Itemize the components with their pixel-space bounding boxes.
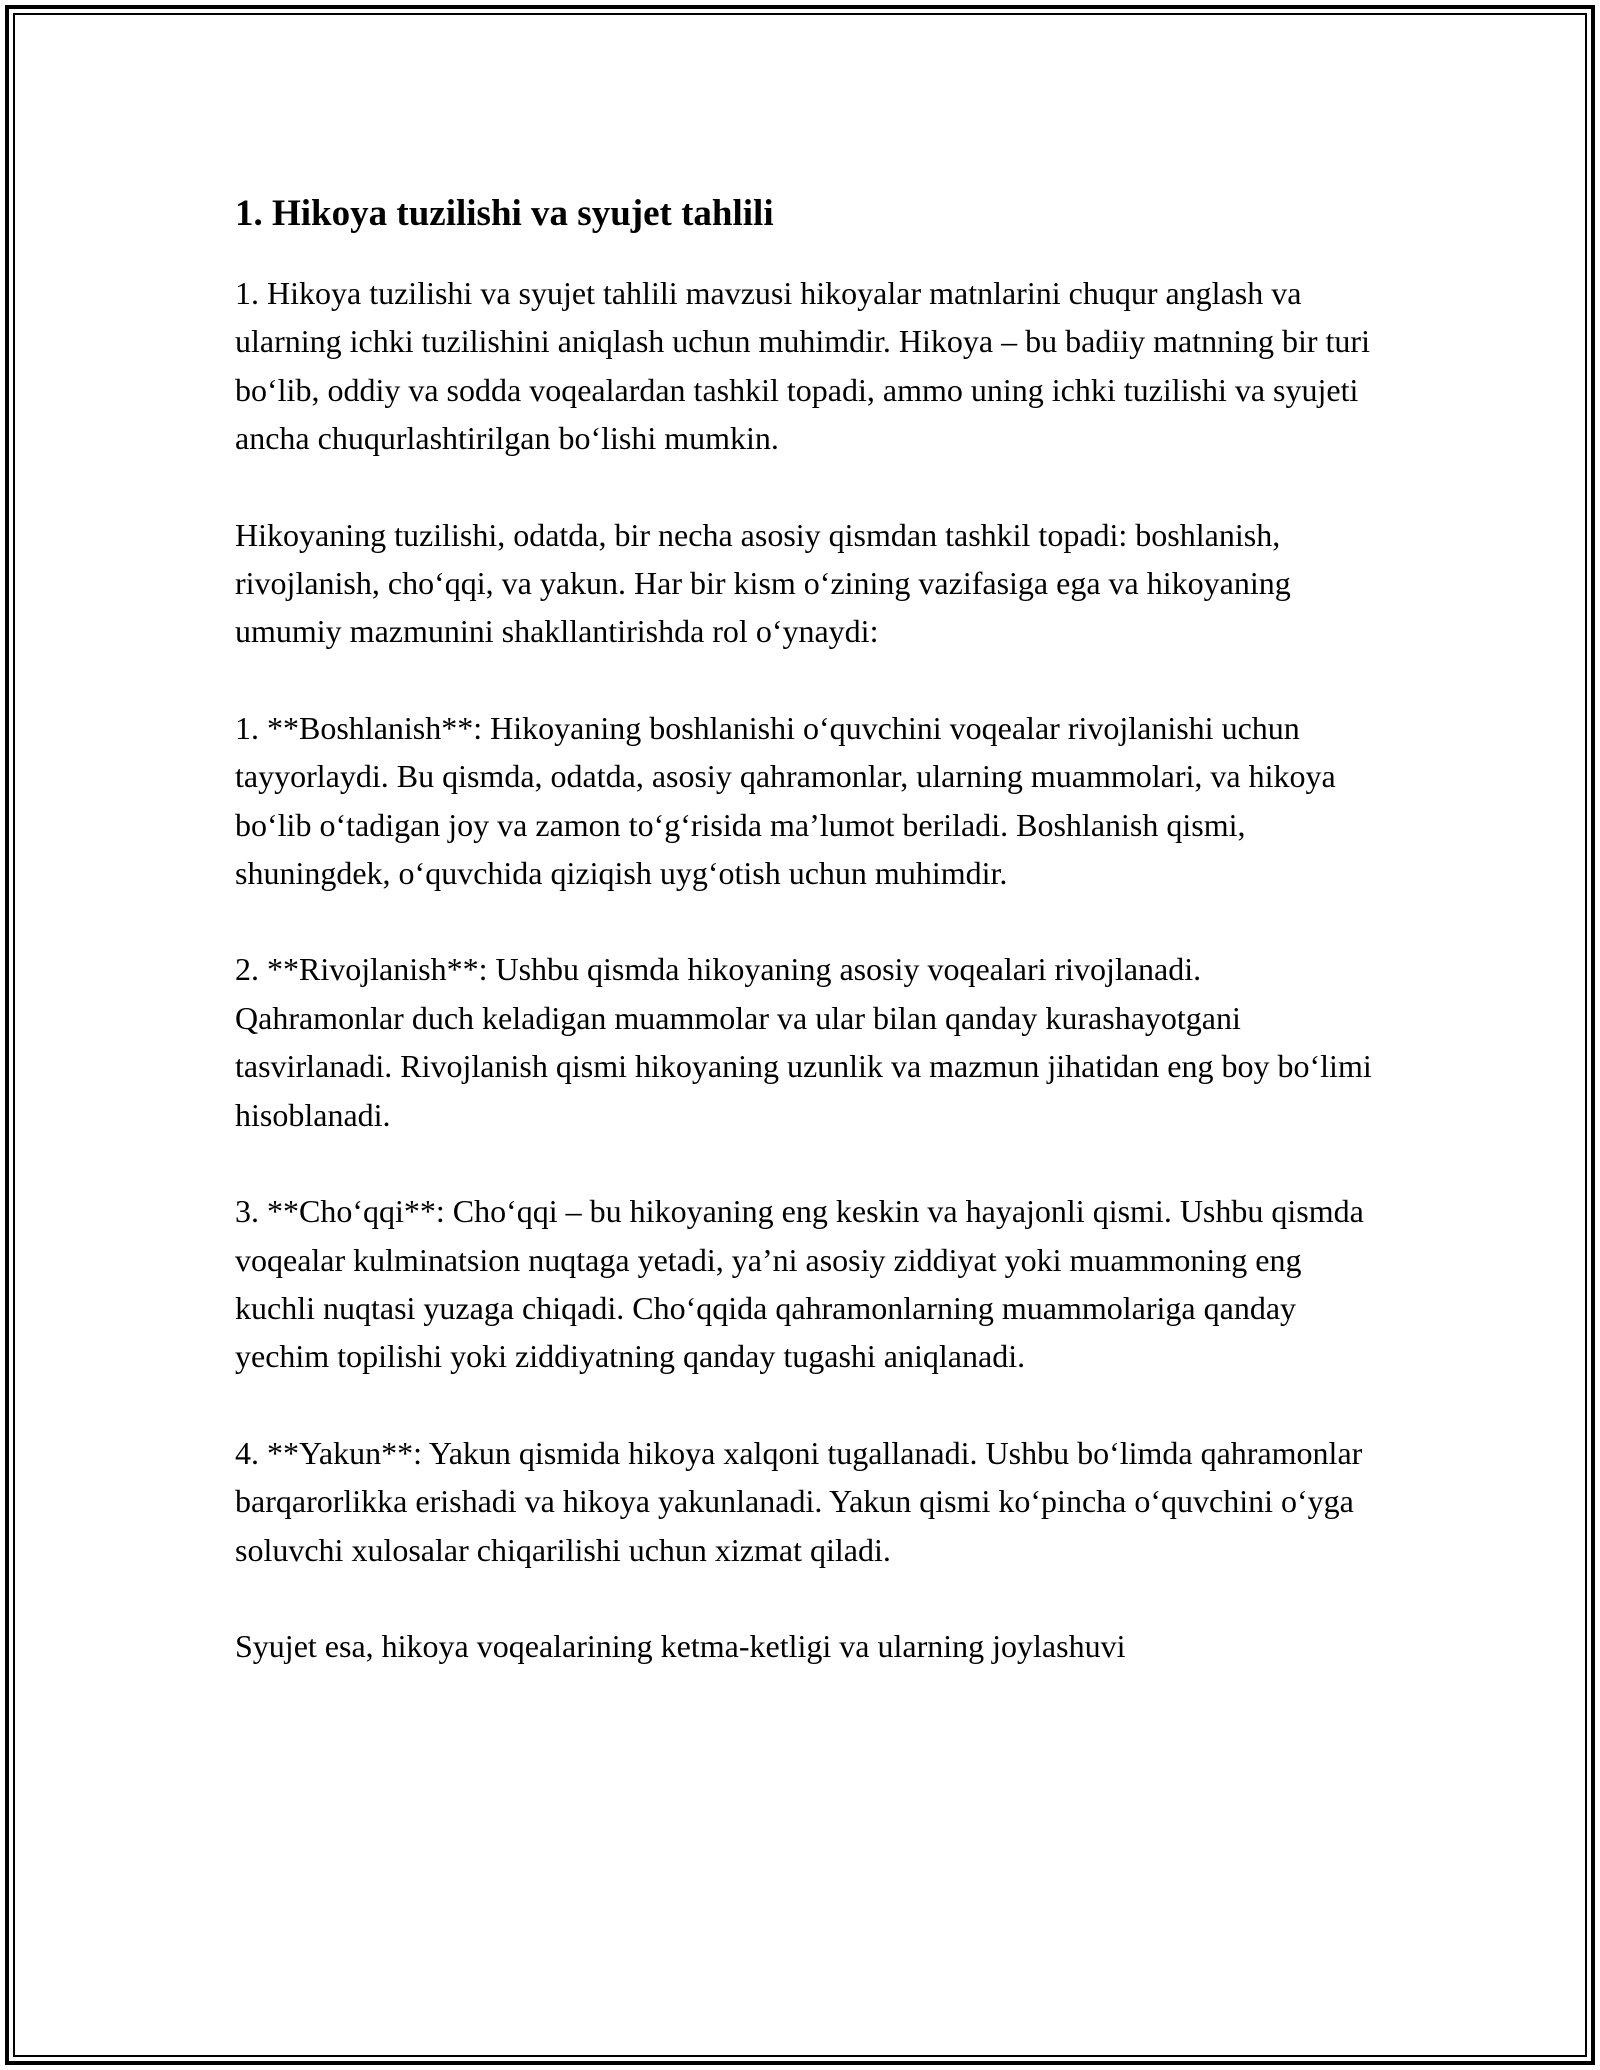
paragraph-boshlanish: 1. **Boshlanish**: Hikoyaning boshlanishi o‘quvchini voqealar rivojlanishi uchun tayyorlaydi. Bu qismda, odatda, asosiy qahramonlar, ularning muammolari, va hikoya bo‘lib o‘tadigan joy va zamon to‘g‘risida ma’lumot beriladi. Boshlanish qismi, shuningdek, o‘quvchida qiziqish uyg‘otish uchun muhimdir. (235, 709, 1336, 892)
paragraph-intro: 1. Hikoya tuzilishi va syujet tahlili mavzusi hikoyalar matnlarini chuqur anglash va ularning ichki tuzilishini aniqlash uchun muhimdir. Hikoya – bu badiiy matnning bir turi bo‘lib, oddiy va sodda voqealardan tashkil topadi, ammo uning ichki tuzilishi va syujeti ancha chuqurlashtirilgan bo‘lishi mumkin. (235, 275, 1370, 457)
paragraph-rivojlanish: 2. **Rivojlanish**: Ushbu qismda hikoyaning asosiy voqealari rivojlanadi. Qahramonlar duch keladigan muammolar va ular bilan qanday kurashayotgani tasvirlanadi. Rivojlanish qismi hikoyaning uzunlik va mazmun jihatidan eng boy bo‘limi hisoblanadi. (235, 951, 1372, 1133)
paragraph-yakun: 4. **Yakun**: Yakun qismida hikoya xalqoni tugallanadi. Ushbu bo‘limda qahramonlar barqarorlikka erishadi va hikoya yakunlanadi. Yakun qismi ko‘pincha o‘quvchini o‘yga soluvchi xulosalar chiqarilishi uchun xizmat qiladi. (235, 1434, 1363, 1568)
paragraph-structure: Hikoyaning tuzilishi, odatda, bir necha asosiy qismdan tashkil topadi: boshlanish, rivojlanish, cho‘qqi, va yakun. Har bir kism o‘zining vazifasiga ega va hikoyaning umumiy mazmunini shakllantirishda rol o‘ynaydi: (235, 516, 1291, 650)
paragraph-choqqi: 3. **Cho‘qqi**: Cho‘qqi – bu hikoyaning eng keskin va hayajonli qismi. Ushbu qismda voqealar kulminatsion nuqtaga yetadi, ya’ni asosiy ziddiyat yoki muammoning eng kuchli nuqtasi yuzaga chiqadi. Cho‘qqida qahramonlarning muammolariga qanday yechim topilishi yoki ziddiyatning qanday tugashi aniqlanadi. (235, 1193, 1364, 1375)
paragraph-syujet: Syujet esa, hikoya voqealarining ketma-ketligi va ularning joylashuvi (235, 1627, 1126, 1664)
document-body (235, 187, 1375, 1718)
section-heading: 1. Hikoya tuzilishi va syujet tahlili (235, 193, 774, 234)
